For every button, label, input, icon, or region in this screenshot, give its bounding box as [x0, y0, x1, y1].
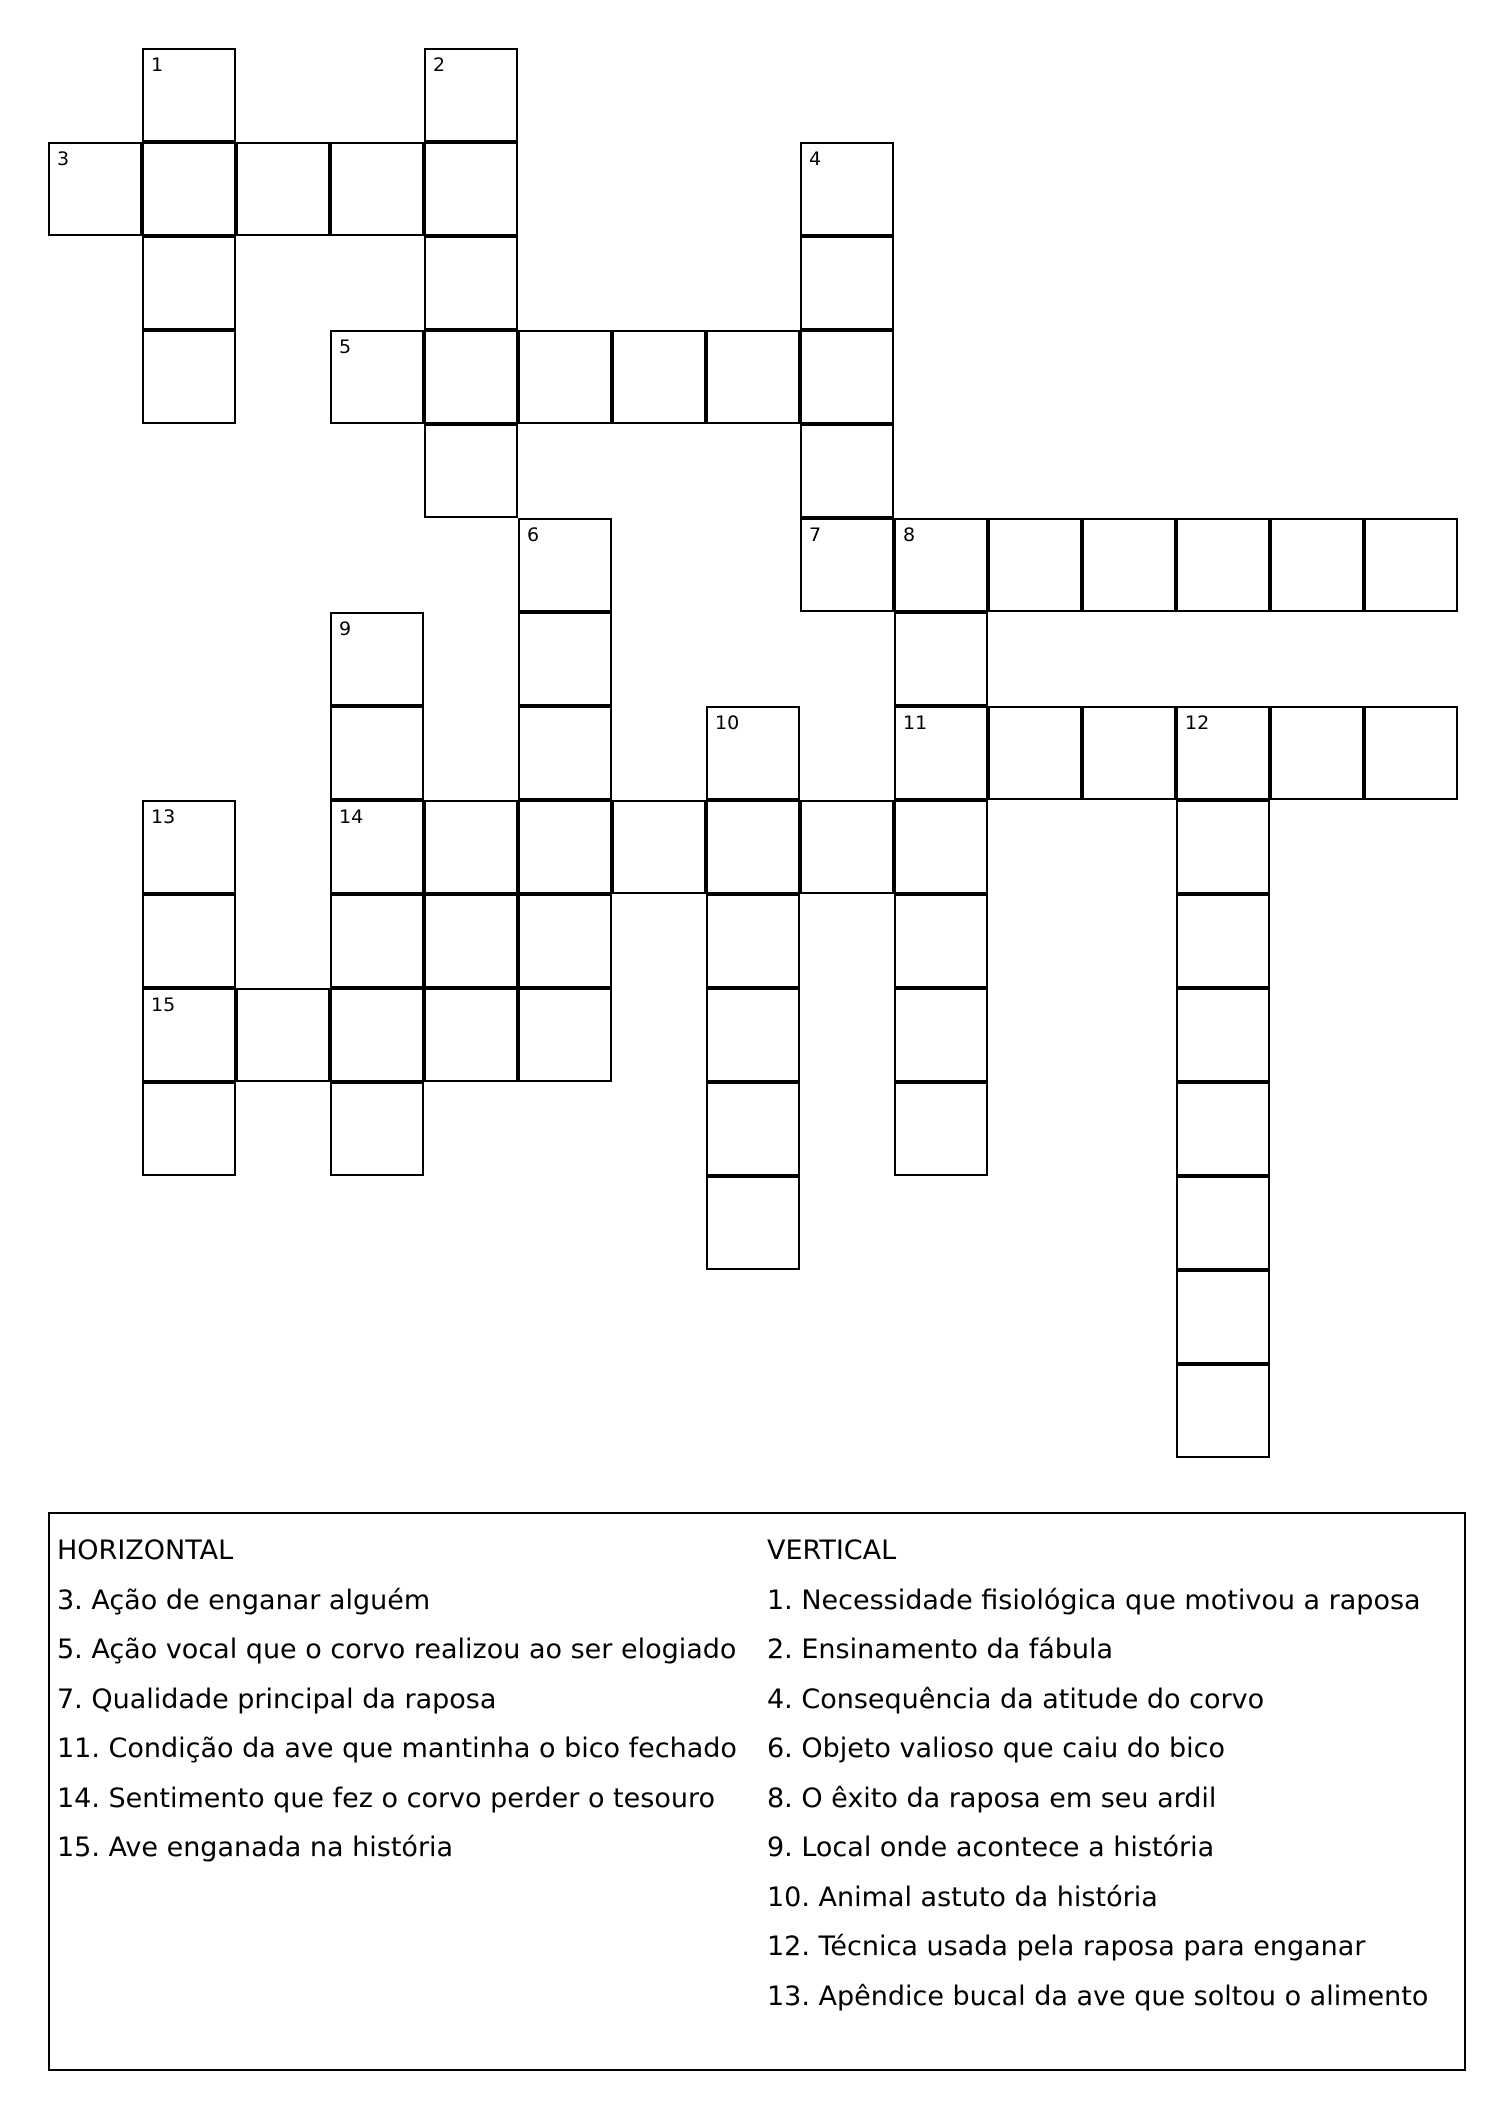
- grid-cell[interactable]: [800, 142, 894, 236]
- grid-cell[interactable]: [142, 894, 236, 988]
- grid-cell[interactable]: [706, 1082, 800, 1176]
- grid-cell[interactable]: [330, 800, 424, 894]
- horizontal-clues: [57, 1526, 757, 1873]
- grid-cell[interactable]: [1082, 706, 1176, 800]
- grid-cell[interactable]: [1176, 894, 1270, 988]
- clue-h-15: 15. Ave enganada na história: [57, 1832, 454, 1863]
- grid-cell[interactable]: [236, 142, 330, 236]
- grid-cell[interactable]: [800, 518, 894, 612]
- grid-cell[interactable]: [988, 706, 1082, 800]
- grid-cell[interactable]: [1176, 1364, 1270, 1458]
- clue-h-7: 7. Qualidade principal da raposa: [57, 1683, 497, 1715]
- grid-cell[interactable]: [330, 706, 424, 800]
- grid-cell[interactable]: [424, 894, 518, 988]
- grid-cell[interactable]: [330, 330, 424, 424]
- grid-cell[interactable]: [706, 706, 800, 800]
- clue-v-9: 9. Local onde acontece a história: [767, 1832, 1215, 1863]
- grid-cell[interactable]: [706, 1176, 800, 1270]
- clue-number: 1: [151, 54, 164, 76]
- grid-cell[interactable]: [330, 894, 424, 988]
- grid-cell[interactable]: [1176, 1270, 1270, 1364]
- grid-cell[interactable]: [424, 330, 518, 424]
- grid-cell[interactable]: [142, 800, 236, 894]
- clue-v-8: 8. O êxito da raposa em seu ardil: [767, 1782, 1217, 1814]
- grid-cell[interactable]: [518, 800, 612, 894]
- grid-cell[interactable]: [1176, 988, 1270, 1082]
- grid-cell[interactable]: [800, 330, 894, 424]
- vertical-clues: [767, 1526, 1457, 2021]
- grid-cell[interactable]: [142, 236, 236, 330]
- clue-h-11: 11. Condição da ave que mantinha o bico fechado: [57, 1733, 737, 1764]
- clue-number: 2: [433, 54, 446, 76]
- clue-number: 5: [339, 336, 352, 358]
- clue-number: 3: [57, 148, 70, 170]
- clue-number: 4: [809, 148, 822, 170]
- clue-v-12: 12. Técnica usada pela raposa para enganar: [767, 1931, 1366, 1962]
- grid-cell[interactable]: [1176, 1176, 1270, 1270]
- grid-cell[interactable]: [518, 988, 612, 1082]
- grid-cell[interactable]: [800, 800, 894, 894]
- grid-cell[interactable]: [894, 894, 988, 988]
- grid-cell[interactable]: [894, 612, 988, 706]
- clue-number: 6: [527, 524, 540, 546]
- grid-cell[interactable]: [142, 330, 236, 424]
- grid-cell[interactable]: [424, 48, 518, 142]
- clue-h-5: 5. Ação vocal que o corvo realizou ao ser elogiado: [57, 1634, 737, 1665]
- clue-v-6: 6. Objeto valioso que caiu do bico: [767, 1733, 1226, 1764]
- clue-h-3: 3. Ação de enganar alguém: [57, 1584, 431, 1616]
- grid-cell[interactable]: [1270, 518, 1364, 612]
- grid-cell[interactable]: [706, 894, 800, 988]
- grid-cell[interactable]: [330, 142, 424, 236]
- grid-cell[interactable]: [330, 612, 424, 706]
- grid-cell[interactable]: [612, 330, 706, 424]
- grid-cell[interactable]: [518, 894, 612, 988]
- grid-cell[interactable]: [800, 236, 894, 330]
- grid-cell[interactable]: [894, 706, 988, 800]
- grid-cell[interactable]: [894, 1082, 988, 1176]
- grid-cell[interactable]: [518, 612, 612, 706]
- grid-cell[interactable]: [142, 988, 236, 1082]
- grid-cell[interactable]: [706, 988, 800, 1082]
- grid-cell[interactable]: [48, 142, 142, 236]
- grid-cell[interactable]: [1176, 518, 1270, 612]
- grid-cell[interactable]: [988, 518, 1082, 612]
- clue-v-13: 13. Apêndice bucal da ave que soltou o alimento: [767, 1980, 1429, 2012]
- grid-cell[interactable]: [142, 48, 236, 142]
- clue-v-2: 2. Ensinamento da fábula: [767, 1634, 1114, 1665]
- grid-cell[interactable]: [518, 518, 612, 612]
- clue-number: 9: [339, 618, 352, 640]
- clue-number: 8: [903, 524, 916, 546]
- grid-cell[interactable]: [424, 236, 518, 330]
- grid-cell[interactable]: [424, 142, 518, 236]
- grid-cell[interactable]: [1082, 518, 1176, 612]
- grid-cell[interactable]: [1364, 518, 1458, 612]
- clue-number: 7: [809, 524, 822, 546]
- grid-cell[interactable]: [518, 330, 612, 424]
- clue-v-4: 4. Consequência da atitude do corvo: [767, 1683, 1265, 1715]
- clue-v-10: 10. Animal astuto da história: [767, 1881, 1158, 1913]
- grid-cell[interactable]: [1176, 1082, 1270, 1176]
- grid-cell[interactable]: [518, 706, 612, 800]
- grid-cell[interactable]: [142, 1082, 236, 1176]
- grid-cell[interactable]: [706, 330, 800, 424]
- grid-cell[interactable]: [706, 800, 800, 894]
- clue-number: 11: [903, 712, 928, 734]
- grid-cell[interactable]: [330, 988, 424, 1082]
- grid-cell[interactable]: [424, 988, 518, 1082]
- grid-cell[interactable]: [330, 1082, 424, 1176]
- clue-number: 12: [1185, 712, 1210, 734]
- grid-cell[interactable]: [612, 800, 706, 894]
- clue-number: 10: [715, 712, 740, 734]
- grid-cell[interactable]: [894, 988, 988, 1082]
- clues-box: [48, 1512, 1466, 2071]
- horizontal-heading: HORIZONTAL: [57, 1535, 234, 1566]
- vertical-heading: VERTICAL: [767, 1535, 897, 1566]
- clue-v-1: 1. Necessidade fisiológica que motivou a raposa: [767, 1584, 1421, 1616]
- grid-cell[interactable]: [894, 518, 988, 612]
- grid-cell[interactable]: [424, 424, 518, 518]
- clue-number: 14: [339, 806, 364, 828]
- grid-cell[interactable]: [800, 424, 894, 518]
- grid-cell[interactable]: [894, 800, 988, 894]
- grid-cell[interactable]: [1270, 706, 1364, 800]
- grid-cell[interactable]: [1176, 800, 1270, 894]
- clue-h-14: 14. Sentimento que fez o corvo perder o tesouro: [57, 1782, 715, 1814]
- grid-cell[interactable]: [1364, 706, 1458, 800]
- clue-number: 13: [151, 806, 176, 828]
- grid-cell[interactable]: [142, 142, 236, 236]
- clue-number: 15: [151, 994, 176, 1016]
- grid-cell[interactable]: [1176, 706, 1270, 800]
- grid-cell[interactable]: [236, 988, 330, 1082]
- grid-cell[interactable]: [424, 800, 518, 894]
